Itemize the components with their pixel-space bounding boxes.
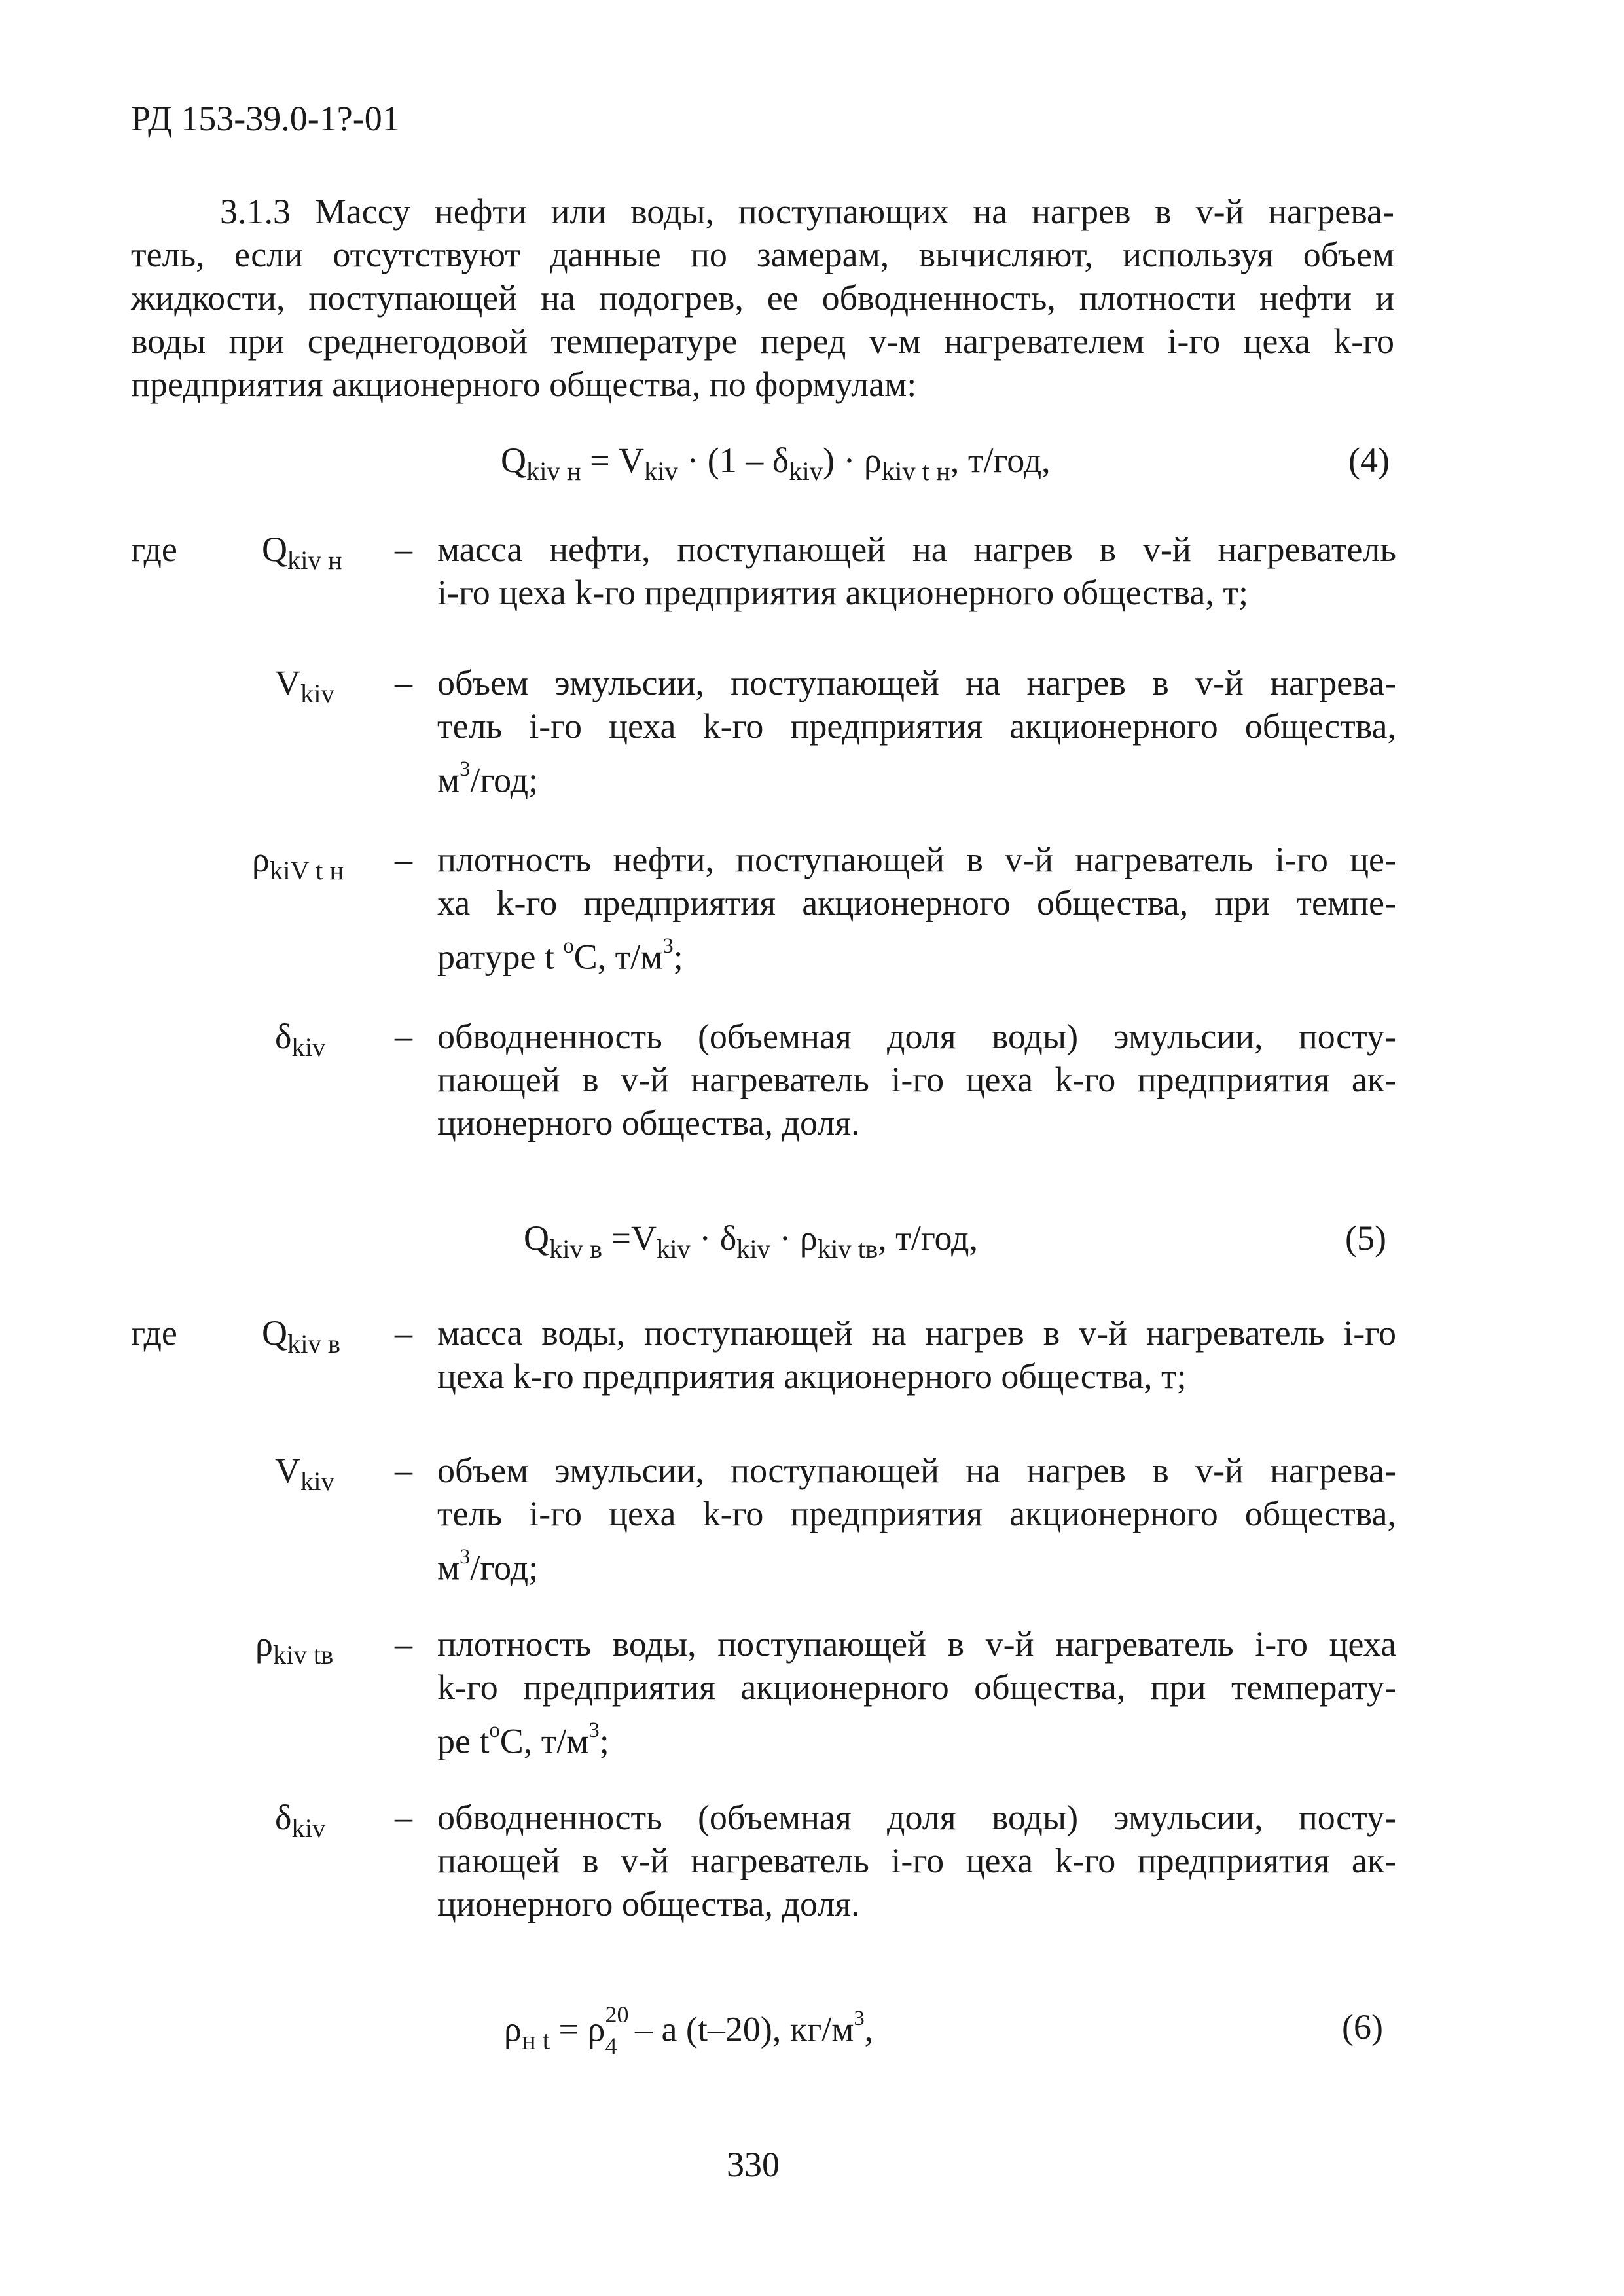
definition-dash: – bbox=[395, 1624, 412, 1664]
formula-number: (5) bbox=[1345, 1218, 1386, 1258]
formula-symbol: ρ bbox=[863, 441, 882, 480]
where-label: где bbox=[131, 530, 177, 569]
formula-operator: · bbox=[690, 1218, 720, 1258]
formula-subscript: kiv t н bbox=[881, 456, 950, 486]
definition-dash: – bbox=[395, 1313, 412, 1353]
formula-superscript: 3 bbox=[854, 2007, 865, 2030]
definition-line: плотность воды, поступающей в v-й нагреватель i-го цеха bbox=[437, 1624, 1396, 1664]
definition-dash: – bbox=[395, 840, 412, 879]
symbol-delta-water-cut: $\delta_{kiv}$ bbox=[275, 1798, 326, 1844]
formula-operator: = bbox=[550, 2009, 588, 2049]
formula-unit: , т/год, bbox=[950, 441, 1051, 480]
definition-line: $м^3$/год; bbox=[437, 757, 539, 800]
symbol-q-water: $Q_{kiv в}$ bbox=[262, 1313, 340, 1359]
definition-line: ратуре t $^o$С, $т/м^3$; bbox=[437, 934, 683, 977]
definition-line: ре $t^oС$, $т/м^3$; bbox=[437, 1719, 609, 1761]
formula-subscript: kiv bbox=[644, 456, 678, 486]
formula-symbol: ρ bbox=[799, 1218, 818, 1258]
formula-number: (4) bbox=[1348, 441, 1390, 480]
definition-dash: – bbox=[395, 530, 412, 569]
formula-symbol: ρ bbox=[587, 2009, 605, 2049]
paragraph-line: жидкости, поступающей на подогрев, ее обводненность, плотности нефти и bbox=[131, 278, 1394, 318]
formula-subscript: н t bbox=[521, 2025, 550, 2055]
formula-5 bbox=[524, 1218, 978, 1264]
formula-symbol: δ bbox=[772, 441, 789, 480]
definition-line: ционерного общества, доля. bbox=[437, 1103, 860, 1142]
symbol-v-emulsion: $V_{kiv}$ bbox=[275, 663, 334, 709]
where-label: где bbox=[131, 1313, 177, 1353]
formula-expression: – a (t–20), кг/м bbox=[626, 2009, 854, 2049]
formula-subscript: kiv bbox=[789, 456, 823, 486]
definition-dash: – bbox=[395, 1451, 412, 1490]
formula-operator: = bbox=[602, 1218, 631, 1258]
definition-rho-oil bbox=[437, 838, 1396, 978]
definition-line: обводненность (объемная доля воды) эмульсии, посту- bbox=[437, 1017, 1396, 1056]
formula-subscript: kiv bbox=[736, 1234, 770, 1264]
definition-line: ха k-го предприятия акционерного общества, при темпе- bbox=[437, 883, 1396, 922]
formula-number: (6) bbox=[1342, 2007, 1383, 2047]
formula-operator: = bbox=[581, 441, 619, 480]
formula-symbol: V bbox=[619, 441, 645, 480]
definition-v-emulsion bbox=[437, 1449, 1396, 1589]
formula-symbol: V bbox=[630, 1218, 657, 1258]
definition-v-emulsion bbox=[437, 661, 1396, 801]
definition-q-oil bbox=[437, 528, 1396, 614]
definition-dash: – bbox=[395, 1798, 412, 1837]
definition-delta-water-cut bbox=[437, 1796, 1396, 1925]
formula-punctuation: , bbox=[864, 2009, 874, 2049]
paragraph-line: 3.1.3 Массу нефти или воды, поступающих на нагрев в v-й нагрева- bbox=[220, 192, 1394, 231]
formula-symbol: Q bbox=[524, 1218, 549, 1258]
definition-dash: – bbox=[395, 663, 412, 702]
symbol-delta-water-cut: $\delta_{kiv}$ bbox=[275, 1017, 326, 1063]
paragraph-3-1-3 bbox=[131, 190, 1394, 406]
symbol-rho-water: $\rho_{kiv tв}$ bbox=[255, 1624, 334, 1670]
definition-line: $м^3$/год; bbox=[437, 1545, 539, 1588]
definition-line: плотность нефти, поступающей в v-й нагреватель i-го це- bbox=[437, 840, 1396, 879]
formula-operator: · (1 – bbox=[677, 441, 772, 480]
definition-line: i-го цеха k-го предприятия акционерного общества, т; bbox=[437, 573, 1248, 612]
definition-line: ционерного общества, доля. bbox=[437, 1884, 860, 1923]
symbol-v-emulsion: $V_{kiv}$ bbox=[275, 1451, 334, 1497]
definition-delta-water-cut bbox=[437, 1015, 1396, 1144]
definition-line: объем эмульсии, поступающей на нагрев в v-й нагрева- bbox=[437, 1451, 1396, 1490]
paragraph-line: предприятия акционерного общества, по формулам: bbox=[131, 365, 917, 404]
paragraph-line: воды при среднегодовой температуре перед v-м нагревателем i-го цеха k-го bbox=[131, 321, 1394, 361]
definition-line: цеха k-го предприятия акционерного общества, т; bbox=[437, 1357, 1187, 1396]
formula-6 bbox=[504, 2001, 874, 2059]
definition-dash: – bbox=[395, 1017, 412, 1056]
definition-line: тель i-го цеха k-го предприятия акционерного общества, bbox=[437, 1494, 1396, 1533]
formula-symbol: ρ bbox=[504, 2009, 522, 2049]
formula-subscript: kiv bbox=[656, 1234, 691, 1264]
definition-q-water bbox=[437, 1311, 1396, 1398]
definition-rho-water bbox=[437, 1622, 1396, 1762]
definition-line: масса нефти, поступающей на нагрев в v-й нагреватель bbox=[437, 530, 1396, 569]
formula-4 bbox=[501, 440, 1051, 486]
formula-subscript: kiv tв bbox=[817, 1234, 878, 1264]
definition-line: обводненность (объемная доля воды) эмульсии, посту- bbox=[437, 1798, 1396, 1837]
formula-subscript: kiv н bbox=[526, 456, 581, 486]
formula-operator: · bbox=[770, 1218, 800, 1258]
document-code: РД 153-39.0-1?-01 bbox=[131, 99, 400, 138]
formula-operator: ) · bbox=[822, 441, 864, 480]
formula-symbol: δ bbox=[719, 1218, 737, 1258]
definition-line: тель i-го цеха k-го предприятия акционерного общества, bbox=[437, 706, 1396, 746]
definition-line: k-го предприятия акционерного общества, при температу- bbox=[437, 1667, 1396, 1707]
definition-line: объем эмульсии, поступающей на нагрев в v-й нагрева- bbox=[437, 663, 1396, 702]
symbol-rho-oil: $\rho_{kiV t н}$ bbox=[252, 840, 344, 886]
formula-subscript: kiv в bbox=[549, 1234, 602, 1264]
page-number: 330 bbox=[727, 2145, 780, 2184]
symbol-q-oil: $Q_{kiv н}$ bbox=[262, 530, 342, 575]
definition-line: пающей в v-й нагреватель i-го цеха k-го предприятия ак- bbox=[437, 1060, 1396, 1099]
definition-line: масса воды, поступающей на нагрев в v-й нагреватель i-го bbox=[437, 1313, 1396, 1353]
definition-line: пающей в v-й нагреватель i-го цеха k-го предприятия ак- bbox=[437, 1841, 1396, 1880]
paragraph-line: тель, если отсутствуют данные по замерам, вычисляют, используя объем bbox=[131, 235, 1394, 274]
formula-unit: , т/год, bbox=[878, 1218, 978, 1258]
formula-index-stack: 20 4 bbox=[605, 2001, 629, 2059]
formula-symbol: Q bbox=[501, 441, 526, 480]
